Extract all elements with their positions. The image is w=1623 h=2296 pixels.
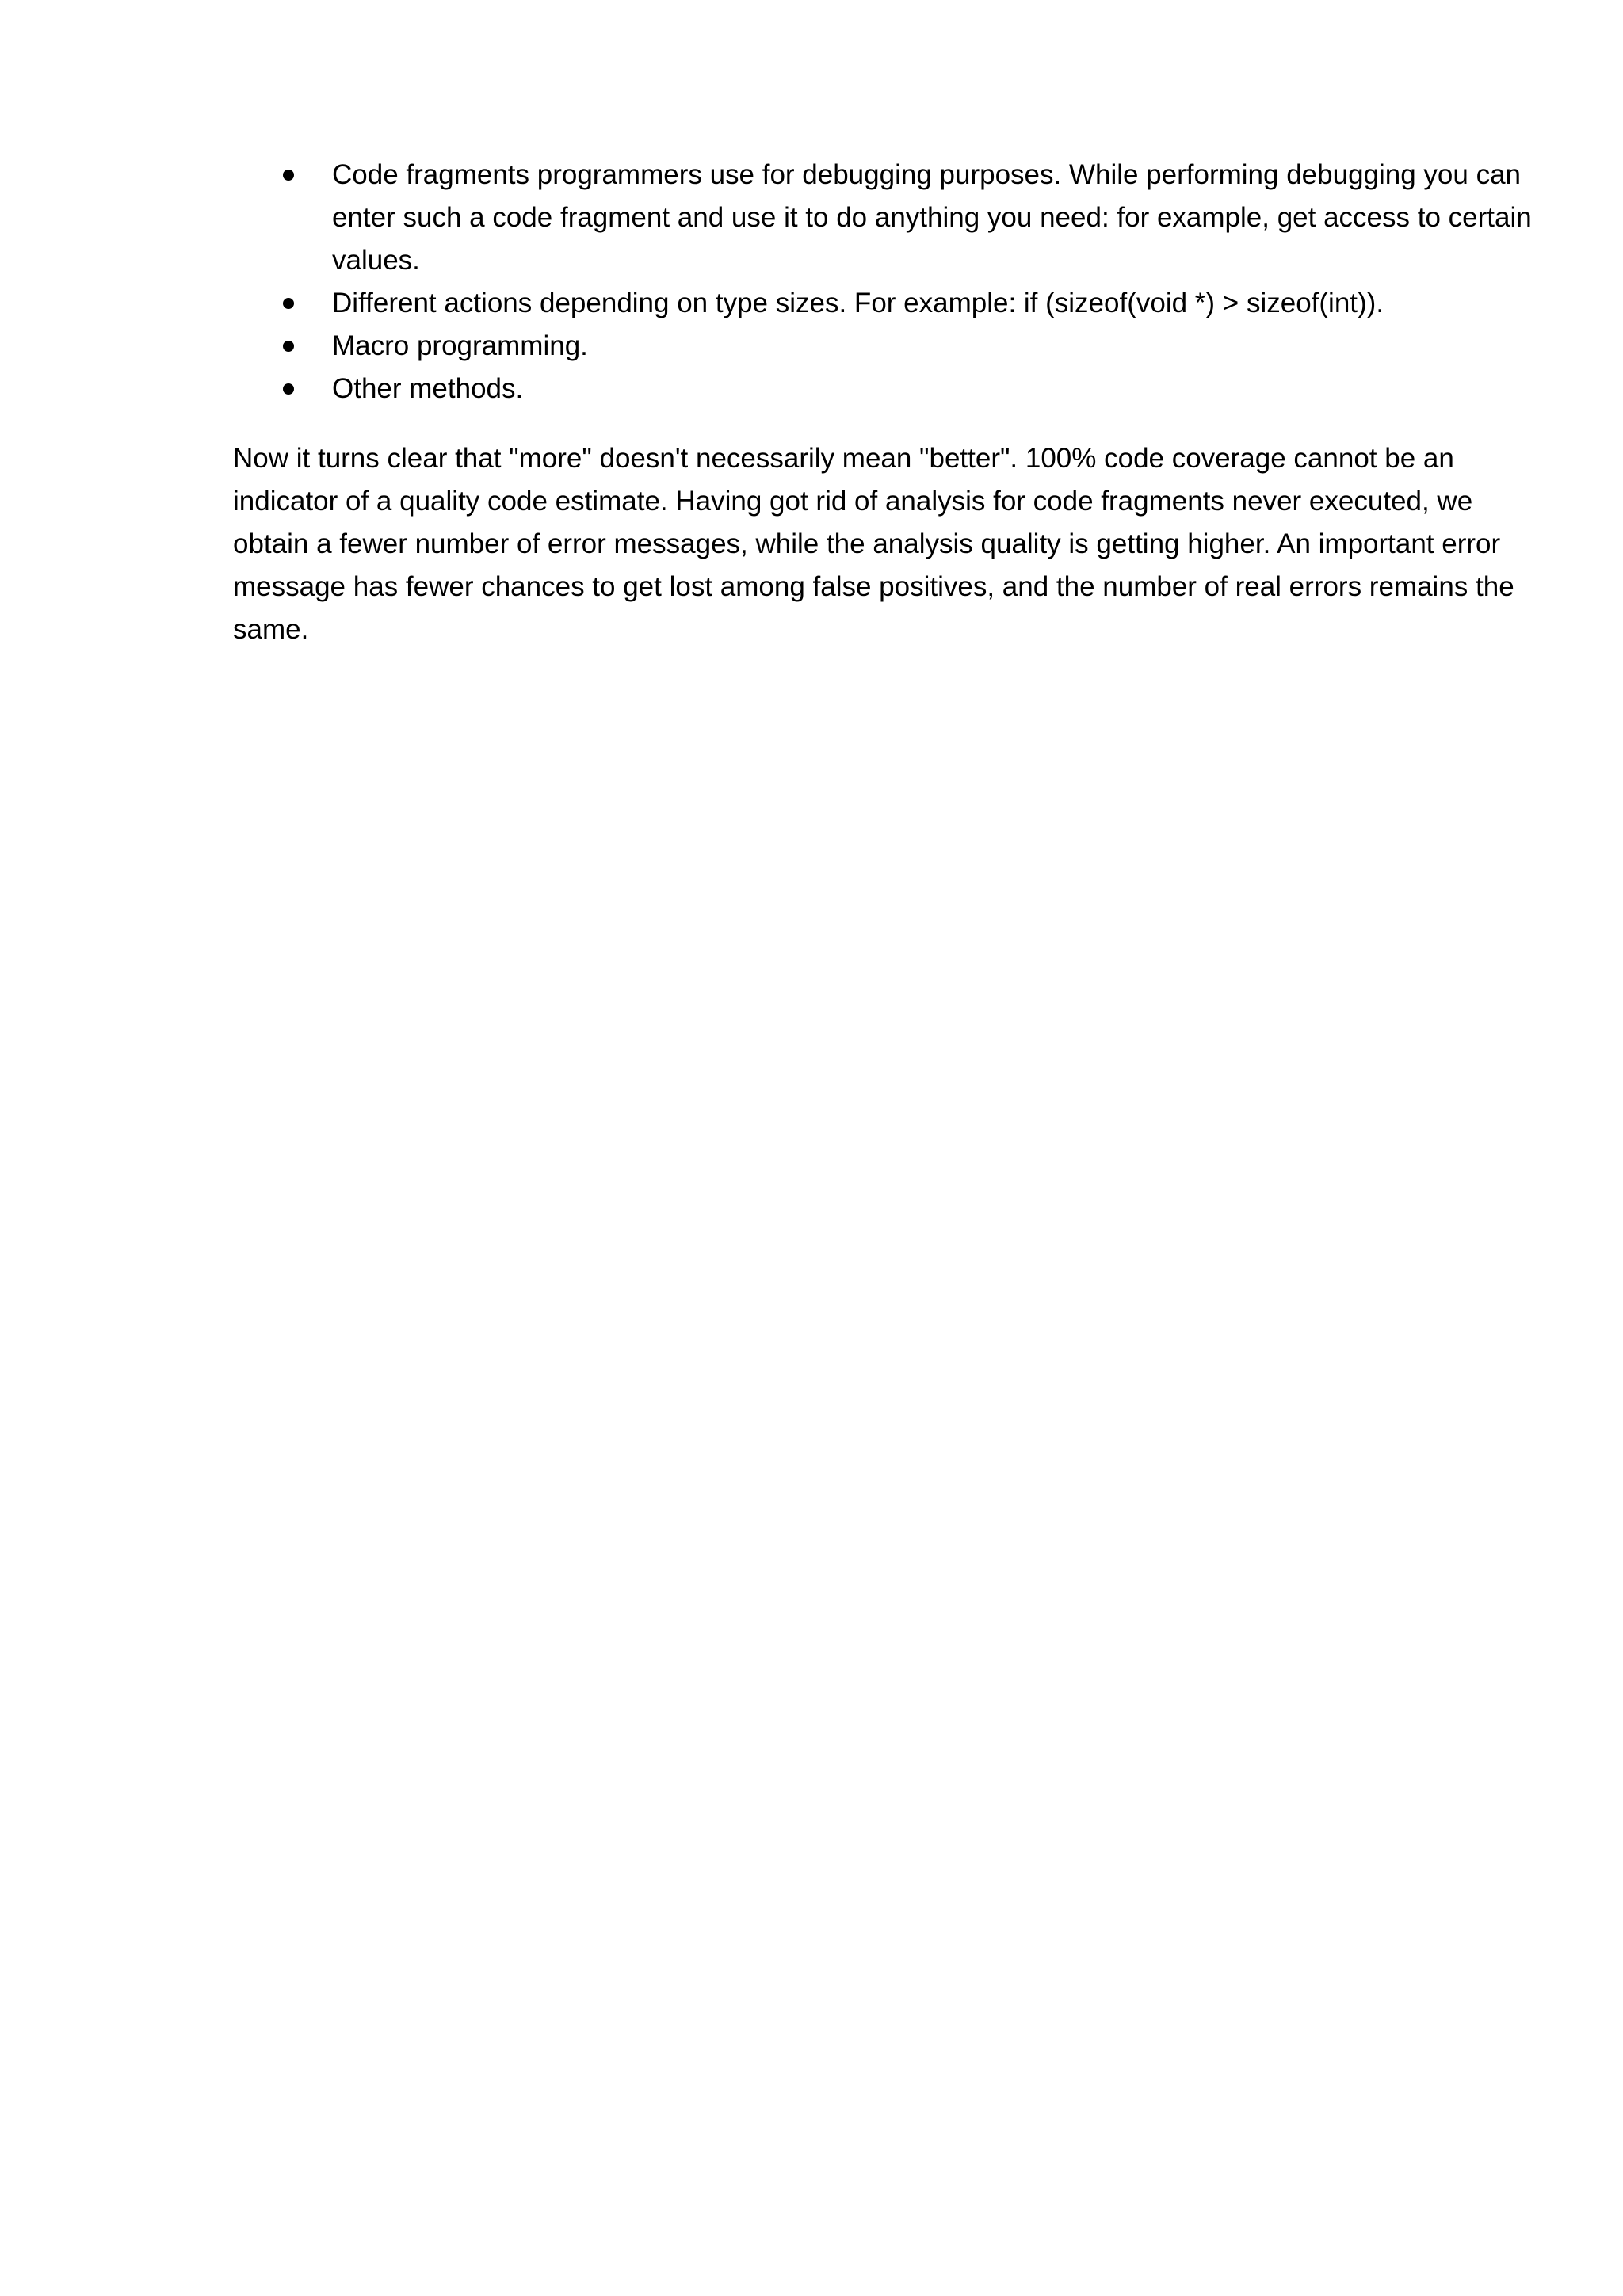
list-item	[233, 325, 1533, 368]
list-item-text: Macro programming.	[332, 330, 588, 361]
list-item-text: Other methods.	[332, 373, 524, 404]
list-item-text: Different actions depending on type sizes. For example: if (sizeof(void *) > sizeof(int)).	[332, 288, 1384, 318]
bullet-icon	[283, 170, 294, 181]
body-paragraph: Now it turns clear that "more" doesn't necessarily mean "better". 100% code coverage cannot be an indicator of a quality code estimate. Having got rid of analysis for code fragments never executed, we obtain a fewer number of error messages, while the analysis quality is getting higher. An important error message has fewer chances to get lost among false positives, and the number of real errors remains the same.	[233, 443, 1514, 645]
bullet-icon	[283, 298, 294, 309]
bullet-icon	[283, 341, 294, 352]
list-item	[233, 368, 1533, 410]
list-item	[233, 154, 1533, 282]
document-body	[233, 154, 1533, 651]
list-item-text: Code fragments programmers use for debugging purposes. While performing debugging you can enter such a code fragment and use it to do anything you need: for example, get access to certain values.	[332, 159, 1532, 276]
list-item	[233, 282, 1533, 325]
bullet-list	[233, 154, 1533, 410]
bullet-icon	[283, 383, 294, 395]
